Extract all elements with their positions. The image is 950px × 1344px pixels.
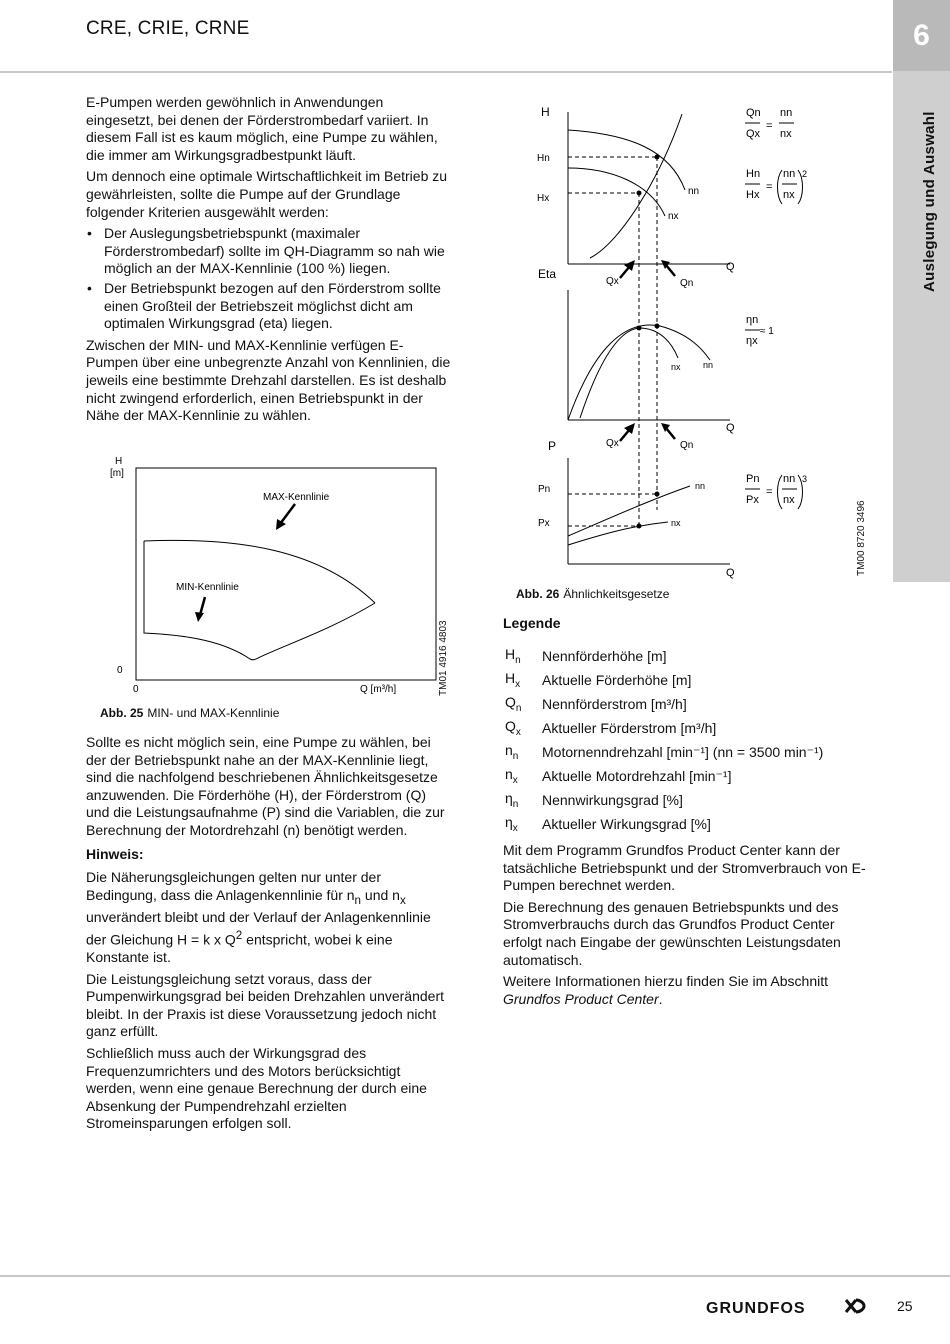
paragraph: Sollte es nicht möglich sein, eine Pumpe zu wählen, bei der der Betriebspunkt nahe an der MAX-Kennlinie liegt, sind die nachfolgend beschriebenen Ähnlichkeitsgesetze anzuwenden. Die Förderhöhe (H), der Förderstrom (Q) und die Leistungsaufnahme (P) sind die Variablen, die zur Berechnung der Motordrehzahl (n) benötigt werden. [86,734,445,838]
svg-text:Qx: Qx [606,438,619,449]
x-axis-label: Q [m³/h] [360,684,397,695]
x-zero-label: 0 [133,684,139,695]
svg-text:nn: nn [780,107,793,119]
paragraph: Um dennoch eine optimale Wirtschaftlichkeit im Betrieb zu gewährleisten, sollte die Pumpe auf der Grundlage folgender Kriterien ausgewählt werden: [86,168,448,220]
page-header-title: CRE, CRIE, CRNE [86,18,250,39]
figure-code: TM00 8720 3496 [856,500,867,576]
equation-efficiency [745,314,774,347]
page-number: 25 [897,1298,913,1314]
svg-text:nx: nx [671,362,681,372]
paragraph: Zwischen der MIN- und MAX-Kennlinie verfügen E-Pumpen über eine unbegrenzte Anzahl von Kennlinien, die jeweils eine bestimmte Drehzahl darstellen. Es ist deshalb nicht zwingend erforderlich, einen Betriebspunkt in der Nähe der MAX-Kennlinie zu wählen. [86,336,451,424]
legend-row: $H_n$ Nennförderhöhe [m] [505,646,667,666]
figure-caption [516,587,669,601]
svg-text:nx: nx [780,128,792,140]
eta-axis-label: Eta [538,267,557,281]
legend-row: $n_x$ Aktuelle Motordrehzahl [min⁻¹] [505,766,732,786]
svg-text:nx: nx [671,518,681,528]
svg-text:Px: Px [538,518,550,529]
svg-text:nx: nx [783,494,795,506]
svg-text:Px: Px [746,494,759,506]
footer-divider [0,1275,950,1277]
curve-nx [568,168,665,216]
svg-text:Qn: Qn [680,440,694,451]
legend-row: $n_n$ Motornenndrehzahl [min⁻¹] (nn = 3500 min⁻¹) [505,742,824,762]
svg-text:GRUNDFOS: GRUNDFOS [706,1300,806,1317]
y-axis-label: H [115,456,123,467]
svg-text:nn: nn [783,168,796,180]
svg-text:Hn: Hn [746,168,761,180]
paragraph: Die Berechnung des genauen Betriebspunkts und des Stromverbrauchs durch das Grundfos Product Center erfolgt nach Eingabe der gewünschten Leistungsdaten automatisch. [503,898,841,968]
min-arrow-shaft [200,597,205,615]
equation-power [745,473,807,509]
svg-text:nn: nn [695,481,706,491]
svg-text:Qn: Qn [680,278,694,289]
caption-text: MIN- und MAX-Kennlinie [147,706,280,720]
paragraph: Die Leistungsgleichung setzt voraus, dass der Pumpenwirkungsgrad bei beiden Drehzahlen unverändert bleibt. In der Praxis ist diese Voraussetzung jedoch nicht ganz erfüllt. [86,970,445,1040]
paragraph: E-Pumpen werden gewöhnlich in Anwendungen eingesetzt, bei denen der Förderstrombedarf variiert. In diesem Fall ist es kaum möglich, eine Pumpe zu wählen, die immer am Wirkungsgradbestpunkt läuft. [86,94,438,163]
max-curve [144,540,375,603]
svg-text:Q: Q [726,261,735,273]
max-curve-label: MAX-Kennlinie [263,492,330,503]
h-axis-label: H [541,105,550,119]
legend-table [505,644,823,836]
svg-text:Q: Q [726,422,735,434]
paragraph: Weitere Informationen hierzu finden Sie im Abschnitt Grundfos Product Center. [503,973,829,1007]
legend-row: $\eta_x$ Aktueller Wirkungsgrad [%] [505,814,711,834]
power-curve-nx [568,522,668,545]
section-label: Auslegung und Auswahl [921,111,938,292]
min-curve-label: MIN-Kennlinie [176,582,239,593]
svg-text:=: = [766,486,773,498]
caption-text: Ähnlichkeitsgesetze [563,587,670,601]
max-curve-cut [258,603,375,658]
eta-curve-nx [580,328,678,418]
grundfos-logo [706,1294,866,1320]
max-arrow-shaft [280,504,295,524]
p-axis-label: P [548,439,557,453]
system-curve [590,114,682,258]
svg-text:3: 3 [802,474,808,484]
header-divider [0,71,892,73]
svg-text:=: = [766,181,773,193]
svg-text:Pn: Pn [538,484,551,495]
left-column-lower [86,734,452,1137]
y-axis-unit: [m] [110,468,124,479]
svg-text:nn: nn [703,360,714,370]
svg-text:Qx: Qx [746,128,761,140]
equation-flow [745,107,794,140]
list-item: • Der Betriebspunkt bezogen auf den Förderstrom sollte einen Großteil der Betriebszeit möglichst dicht am optimalen Wirkungsgrad (eta) liegen. [86,280,452,333]
svg-text:Hx: Hx [746,189,760,201]
similarity-laws-figure [520,98,860,580]
svg-text:≈ 1: ≈ 1 [760,326,774,337]
left-column-intro [86,94,452,429]
equation-head [745,168,807,204]
legend-title: Legende [503,615,561,631]
y-zero-label: 0 [117,665,123,676]
legend-row: $Q_n$ Nennförderstrom [m³/h] [505,694,687,714]
right-column-text [503,842,868,1012]
svg-text:nx: nx [783,189,795,201]
svg-text:nx: nx [668,211,679,222]
curve-nn [568,130,685,190]
figure-caption [100,706,279,720]
svg-text:Qn: Qn [746,107,761,119]
legend-row: $\eta_n$ Nennwirkungsgrad [%] [505,790,683,810]
paragraph: Schließlich muss auch der Wirkungsgrad des Frequenzumrichters und des Motors berücksichtigt werden, wenn eine genaue Berechnung der durch eine Absenkung der Pumpendrehzahl erzielten Stromeinsparungen erfolgen soll. [86,1044,427,1132]
svg-text:Q: Q [726,567,735,579]
svg-text:nn: nn [688,186,700,197]
min-curve [144,541,258,660]
section-number: 6 [893,0,950,71]
svg-text:=: = [766,120,773,132]
svg-text:ηn: ηn [746,314,759,326]
note-heading: Hinweis: [86,845,144,862]
criteria-list [86,225,452,333]
list-item: • Der Auslegungsbetriebspunkt (maximaler Förderstrombedarf) sollte im QH-Diagramm so nah wie möglich an der MAX-Kennlinie (100 %) liegen. [86,225,452,278]
svg-text:Hx: Hx [537,193,550,204]
svg-text:2: 2 [802,169,808,179]
paragraph: Mit dem Programm Grundfos Product Center kann der tatsächliche Betriebspunkt und der Stromverbrauch von E-Pumpen berechnet werden. [503,842,866,894]
svg-text:Pn: Pn [746,473,760,485]
min-arrow-head [195,612,204,622]
paragraph: Die Näherungsgleichungen gelten nur unter der Bedingung, dass die Anlagenkennlinie für $n_n$ und $n_x$ unverändert bleibt und der Verlauf der Anlagenkennlinie der Gleichung H = k x $Q^2$ entspricht, wobei k eine Konstante ist. [86,869,431,965]
svg-text:ηx: ηx [746,335,758,347]
svg-text:Hn: Hn [537,153,550,164]
caption-number: Abb. 25 [100,706,144,720]
caption-number: Abb. 26 [516,587,560,601]
figure-code: TM01 4916 4803 [438,620,449,696]
legend-row: $Q_x$ Aktueller Förderstrom [m³/h] [505,718,717,738]
min-max-curve-figure [100,450,450,700]
legend-row: $H_x$ Aktuelle Förderhöhe [m] [505,670,692,690]
svg-text:nn: nn [783,473,796,485]
svg-text:Qx: Qx [606,276,619,287]
